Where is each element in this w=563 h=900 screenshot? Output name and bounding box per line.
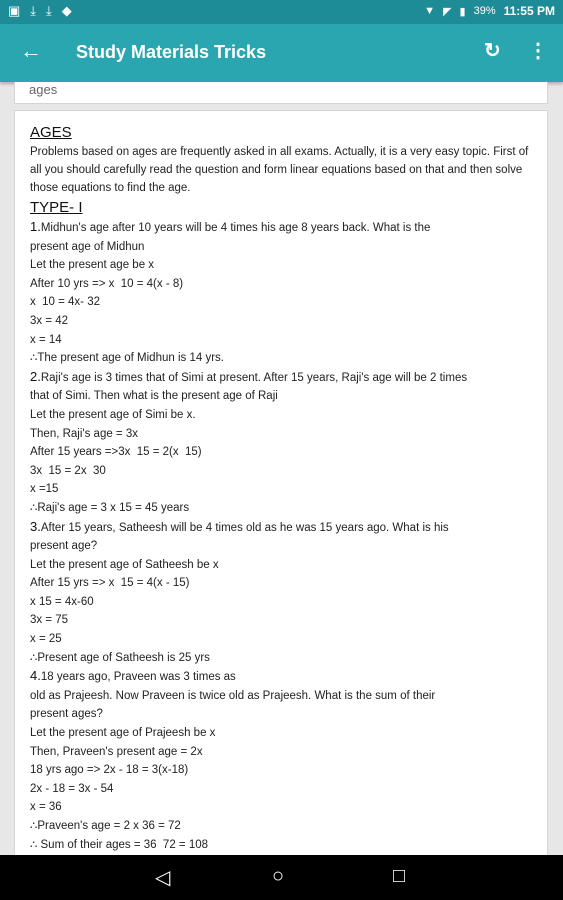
more-options-icon[interactable]: ⋮	[528, 40, 548, 62]
solution-line: Let the present age of Satheesh be x	[30, 558, 219, 571]
solution-line: x = 25	[30, 633, 62, 646]
solution-line: ∴Raji's age = 3 x 15 = 45 years	[30, 501, 190, 514]
solution-line: 3x = 75	[30, 614, 69, 627]
solution-line: Then, Praveen's present age = 2x	[30, 745, 203, 758]
solution-line: x = 14	[30, 333, 62, 346]
refresh-icon[interactable]: ↻	[484, 40, 501, 62]
solution-line: ∴Praveen's age = 2 x 36 = 72	[30, 820, 181, 832]
app-title: Study Materials Tricks	[76, 42, 267, 62]
article-intro: Problems based on ages are frequently asked in all exams. Actually, it is a very easy topic. First of all you should carefully read the question and form linear equations based on that and then solve those equations to find the age.	[30, 146, 529, 194]
solution-line: ∴The present age of Midhun is 14 yrs.	[30, 352, 224, 365]
question-block	[30, 218, 536, 368]
question-number: 2.	[30, 368, 41, 384]
type-heading: TYPE- I	[30, 199, 83, 216]
solution-line: ∴ Sum of their ages = 36 72 = 108	[30, 838, 209, 851]
solution-line: 2x - 18 = 3x - 54	[30, 782, 114, 795]
question-block	[30, 368, 536, 518]
solution-line: present age?	[30, 540, 98, 553]
question-text: Raji's age is 3 times that of Simi at present. After 15 years, Raji's age will be 2 times	[40, 371, 468, 384]
download-icon: ⤓	[30, 3, 37, 18]
solution-line: x =15	[30, 483, 59, 496]
article-content	[30, 123, 536, 854]
solution-line: that of Simi. Then what is the present age of Raji	[30, 390, 278, 403]
article-heading: AGES	[30, 124, 72, 141]
solution-line: old as Prajeesh. Now Praveen is twice old as Prajeesh. What is the sum of their	[30, 689, 436, 702]
solution-line: x 15 = 4x-60	[30, 595, 94, 608]
solution-line: After 10 yrs => x 10 = 4(x - 8)	[30, 277, 184, 290]
previous-card-text: ages	[29, 82, 58, 97]
solution-line: After 15 years =>3x 15 = 2(x 15)	[30, 446, 202, 459]
question-number: 4.	[30, 668, 41, 684]
question-line	[30, 518, 536, 538]
back-arrow-icon[interactable]: ←	[20, 38, 42, 63]
solution-line: 3x 15 = 2x 30	[30, 464, 106, 477]
solution-line: x 10 = 4x- 32	[30, 296, 100, 309]
solution-line: x = 36	[30, 801, 62, 814]
solution-line: Let the present age of Simi be x.	[30, 408, 196, 421]
clock: 11:55 PM	[503, 4, 555, 18]
question-line	[30, 368, 536, 388]
pocket-icon: ◆	[61, 3, 72, 18]
solution-line: ∴Present age of Satheesh is 25 yrs	[30, 651, 210, 664]
wifi-icon: ▼	[424, 5, 436, 17]
question-number: 3.	[30, 518, 41, 534]
nav-home-icon[interactable]: ○	[272, 865, 285, 887]
article-card	[14, 110, 548, 870]
system-icons	[424, 4, 555, 18]
nav-recents-icon[interactable]: □	[393, 865, 406, 887]
question-text: After 15 years, Satheesh will be 4 times old as he was 15 years ago. What is his	[40, 521, 449, 534]
question-line	[30, 667, 536, 687]
solution-line: Then, Raji's age = 3x	[30, 427, 138, 440]
signal-icon: ◤	[443, 5, 452, 18]
solution-line: 18 yrs ago => 2x - 18 = 3(x-18)	[30, 764, 189, 777]
nav-back-icon[interactable]: ◁	[155, 867, 171, 889]
solution-line: present ages?	[30, 708, 103, 721]
solution-line: Let the present age be x	[30, 259, 155, 272]
solution-line: Let the present age of Prajeesh be x	[30, 727, 216, 740]
question-number: 1.	[30, 219, 41, 234]
status-bar	[0, 0, 563, 24]
solution-line: After 15 yrs => x 15 = 4(x - 15)	[30, 577, 190, 590]
download-icon: ⤓	[46, 3, 52, 18]
solution-line: 3x = 42	[30, 314, 69, 327]
question-line	[30, 218, 536, 238]
navigation-bar	[0, 855, 563, 900]
battery-percent: 39%	[473, 5, 496, 17]
question-text: Midhun's age after 10 years will be 4 times his age 8 years back. What is the	[40, 222, 431, 234]
question-block	[30, 667, 536, 854]
question-block	[30, 518, 536, 668]
image-icon: ▣	[8, 3, 21, 18]
app-bar	[0, 24, 563, 82]
question-text: 18 years ago, Praveen was 3 times as	[40, 671, 236, 684]
battery-icon: ▮	[459, 5, 466, 18]
solution-line: present age of Midhun	[30, 240, 145, 253]
previous-card	[14, 82, 548, 104]
notification-icons	[8, 3, 72, 19]
